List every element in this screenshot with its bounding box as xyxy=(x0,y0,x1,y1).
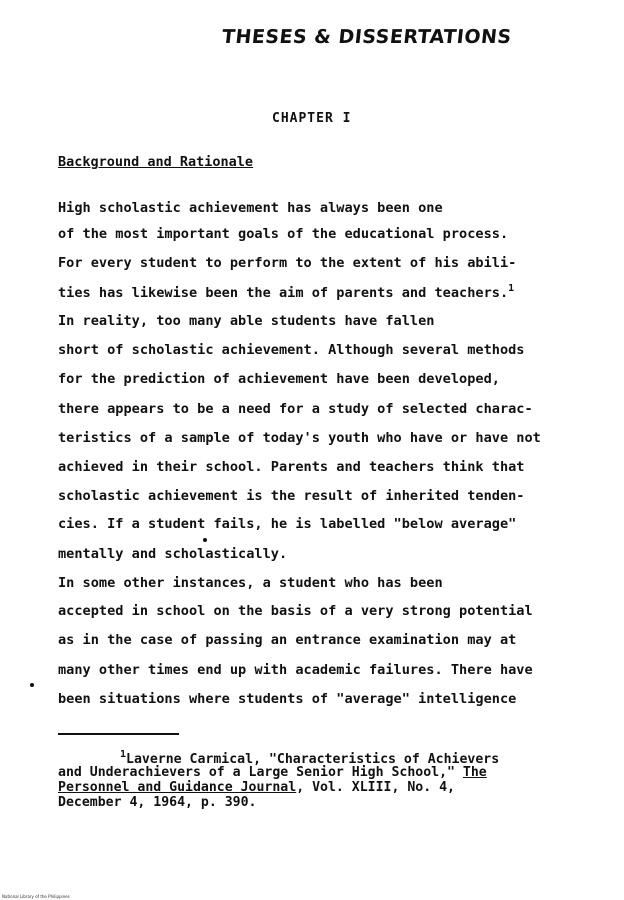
body-line-text: ties has likewise been the aim of parents and teachers. xyxy=(58,285,509,301)
body-line: In some other instances, a student who has been xyxy=(58,575,443,591)
body-line: for the prediction of achievement have been developed, xyxy=(58,371,500,387)
body-line: of the most important goals of the educational process. xyxy=(58,226,509,242)
section-heading: Background and Rationale xyxy=(58,154,254,170)
body-line: cies. If a student fails, he is labelled "below average" xyxy=(58,516,517,532)
footnote-text: and Underachievers of a Large Senior High School," xyxy=(58,765,463,780)
footnote-text: Laverne Carmical, "Characteristics of Achievers xyxy=(126,752,500,767)
body-line: there appears to be a need for a study of selected charac- xyxy=(58,401,533,417)
body-line: accepted in school on the basis of a very strong potential xyxy=(58,603,533,619)
footnote-line: December 4, 1964, p. 390. xyxy=(58,795,257,810)
body-line: many other times end up with academic failures. There have xyxy=(58,662,533,678)
body-line: been situations where students of "average" intelligence xyxy=(58,691,517,707)
chapter-title: CHAPTER I xyxy=(272,111,352,126)
body-line: short of scholastic achievement. Although several methods xyxy=(58,342,525,358)
footnote-text: , Vol. XLIII, No. 4, xyxy=(296,780,455,795)
body-line: teristics of a sample of today's youth who have or have not xyxy=(58,430,541,446)
ink-dot xyxy=(30,683,34,687)
body-line: achieved in their school. Parents and teachers think that xyxy=(58,459,525,475)
body-line: mentally and scholastically. xyxy=(58,546,288,562)
body-line xyxy=(58,283,514,301)
body-line: In reality, too many able students have fallen xyxy=(58,313,435,329)
footnote-ref: 1 xyxy=(508,283,515,294)
library-footer: National Library of the Philippines xyxy=(2,894,70,899)
body-line: High scholastic achievement has always been one xyxy=(58,200,443,216)
theses-dissertations-stamp: THESES & DISSERTATIONS xyxy=(220,26,513,48)
body-line: scholastic achievement is the result of inherited tenden- xyxy=(58,488,525,504)
footnote-marker: 1 xyxy=(120,749,127,760)
body-line: For every student to perform to the extent of his abili- xyxy=(58,255,517,271)
footnote-line xyxy=(58,780,455,795)
footnote-rule xyxy=(58,733,179,735)
body-line: as in the case of passing an entrance examination may at xyxy=(58,632,517,648)
journal-title: Personnel and Guidance Journal xyxy=(58,780,297,795)
ink-dot xyxy=(203,538,207,542)
footnote-line xyxy=(58,765,487,780)
journal-title-start: The xyxy=(462,765,487,780)
